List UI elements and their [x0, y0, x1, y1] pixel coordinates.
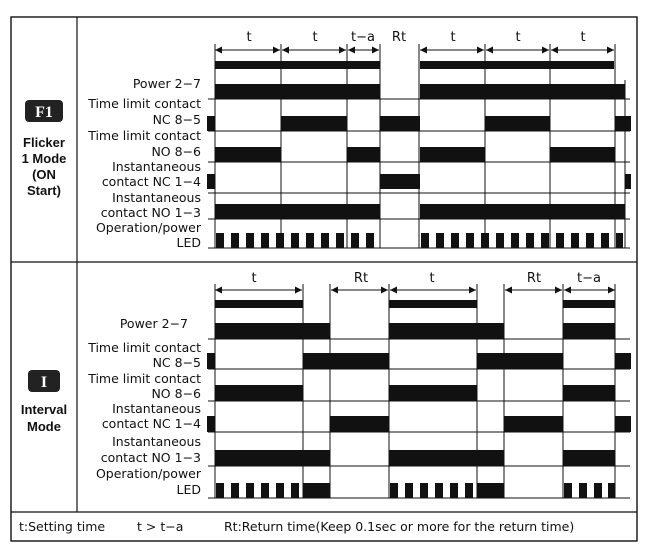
interval-label: t — [450, 30, 456, 45]
arrowhead — [420, 47, 427, 54]
nc14-signal — [330, 416, 389, 432]
led-pulse — [466, 233, 474, 248]
led-pulse — [276, 233, 284, 248]
nc85-signal — [207, 116, 215, 131]
led-pulse — [450, 483, 458, 498]
no13-signal — [563, 450, 615, 466]
signal-label: Power 2−7 — [119, 316, 188, 331]
arrowhead — [564, 287, 571, 294]
nc14-signal — [207, 174, 215, 189]
signal-label: Power 2−7 — [132, 76, 201, 91]
no13-signal — [215, 204, 380, 219]
arrowhead — [555, 287, 562, 294]
led-pulse — [231, 483, 239, 498]
nc85-signal — [485, 116, 550, 131]
signal-label: Time limit contact — [88, 96, 201, 111]
arrowhead — [477, 47, 484, 54]
nc85-signal — [281, 116, 347, 131]
interval-label: t — [312, 30, 318, 45]
led-pulse — [541, 233, 549, 248]
nc14-signal — [504, 416, 563, 432]
power-signal — [215, 323, 330, 339]
interval-label: t−a — [577, 271, 601, 286]
legend-return-time: Rt:Return time(Keep 0.1sec or more for the return time) — [224, 519, 575, 534]
arrowhead — [215, 47, 222, 54]
signal-label: Operation/power — [95, 466, 201, 481]
signal-label: Instantaneous — [112, 190, 201, 205]
led-pulse — [481, 233, 489, 248]
led-pulse — [231, 233, 239, 248]
led-pulse — [390, 483, 398, 498]
arrowhead — [390, 287, 397, 294]
led-pulse — [556, 233, 564, 248]
led-pulse — [511, 233, 519, 248]
led-pulse — [436, 233, 444, 248]
led-pulses — [216, 483, 615, 498]
badge-f1-text: F1 — [35, 104, 53, 121]
nc85-signal — [615, 353, 631, 369]
led-pulse — [336, 233, 344, 248]
led-pulse — [586, 233, 594, 248]
no13-signal — [389, 450, 504, 466]
signal-label: Time limit contact — [88, 340, 201, 355]
interval-label: Rt — [526, 271, 542, 286]
led-pulse — [579, 483, 587, 498]
mode-title-line: Start) — [27, 183, 61, 198]
signal-label: NO 8−6 — [151, 144, 201, 159]
signal-label: contact NC 1−4 — [101, 174, 201, 189]
nc85-signal — [303, 353, 389, 369]
led-pulse — [246, 233, 254, 248]
signal-label: contact NO 1−3 — [100, 450, 201, 465]
no86-signal — [420, 147, 485, 162]
led-pulse — [276, 483, 284, 498]
mode-title-line: 1 Mode — [21, 151, 67, 166]
mode-title-line: (ON — [32, 167, 56, 182]
led-pulse — [321, 233, 329, 248]
no13-signal — [420, 204, 625, 219]
arrowhead — [542, 47, 549, 54]
signal-label: Instantaneous — [112, 159, 201, 174]
no86-signal — [563, 385, 615, 401]
arrowhead — [607, 47, 614, 54]
mode-title-line: Interval — [20, 402, 68, 417]
arrowhead — [215, 287, 222, 294]
arrowhead — [331, 287, 338, 294]
badge-i-text: I — [40, 374, 48, 391]
arrowhead — [273, 47, 280, 54]
led-pulse — [526, 233, 534, 248]
led-pulse — [216, 233, 224, 248]
interval-label: t — [580, 30, 586, 45]
led-pulse — [291, 483, 299, 498]
led-pulse — [616, 233, 623, 248]
timing-bar — [420, 61, 614, 69]
signal-label: contact NO 1−3 — [100, 205, 201, 220]
signal-label: LED — [176, 235, 201, 250]
led-pulse — [291, 233, 299, 248]
signal-label: Instantaneous — [112, 401, 201, 416]
signal-label: NC 8−5 — [152, 112, 201, 127]
interval-label: t — [251, 271, 257, 286]
led-pulse — [601, 233, 609, 248]
arrowhead — [486, 47, 493, 54]
section-interval — [21, 271, 631, 498]
timing-bar — [215, 300, 303, 308]
nc85-signal — [477, 353, 563, 369]
mode-title-line: Mode — [27, 419, 61, 434]
led-pulse — [306, 233, 314, 248]
led-pulse — [496, 233, 504, 248]
led-pulse — [420, 483, 428, 498]
timing-bar — [215, 61, 380, 69]
arrowhead — [282, 47, 289, 54]
dimension-arrowheads — [215, 47, 615, 294]
arrowhead — [551, 47, 558, 54]
led-pulse — [261, 483, 269, 498]
led-pulse — [405, 483, 413, 498]
no86-signal — [550, 147, 615, 162]
no86-signal — [215, 147, 281, 162]
led-pulse — [564, 483, 572, 498]
interval-label: t — [246, 30, 252, 45]
arrowhead — [381, 287, 388, 294]
arrowhead — [372, 47, 379, 54]
led-pulse — [451, 233, 459, 248]
nc14-signal — [625, 174, 631, 189]
signal-label: contact NC 1−4 — [101, 416, 201, 431]
no86-signal — [347, 147, 380, 162]
led-pulse — [351, 233, 359, 248]
interval-label: Rt — [353, 271, 369, 286]
led-pulse — [608, 483, 615, 498]
legend-relation: t > t−a — [137, 519, 184, 534]
mode-title-line: Flicker — [23, 135, 65, 150]
footer-legend — [19, 519, 574, 534]
led-pulse — [421, 233, 429, 248]
interval-label: t — [429, 271, 435, 286]
led-pulse — [571, 233, 579, 248]
timing-bar — [563, 300, 615, 308]
signal-label: Time limit contact — [88, 128, 201, 143]
power-signal — [420, 84, 625, 99]
led-pulse — [261, 233, 269, 248]
section-flicker — [22, 30, 631, 250]
no13-signal — [215, 450, 330, 466]
signal-label: Instantaneous — [112, 434, 201, 449]
led-pulse — [216, 483, 224, 498]
power-signal — [563, 323, 615, 339]
led-pulse — [366, 233, 374, 248]
nc85-signal — [207, 353, 215, 369]
nc85-signal — [380, 116, 420, 131]
led-pulse — [303, 483, 330, 498]
signal-label: NC 8−5 — [152, 355, 201, 370]
arrowhead — [339, 47, 346, 54]
led-pulse — [246, 483, 254, 498]
interval-label: t — [515, 30, 521, 45]
timing-bar — [389, 300, 477, 308]
power-signal — [389, 323, 504, 339]
interval-label: Rt — [391, 30, 407, 45]
nc85-signal — [615, 116, 631, 131]
signal-label: Operation/power — [95, 220, 201, 235]
arrowhead — [469, 287, 476, 294]
nc14-signal — [615, 416, 631, 432]
arrowhead — [608, 287, 615, 294]
arrowhead — [505, 287, 512, 294]
signal-label: Time limit contact — [88, 371, 201, 386]
led-pulse — [465, 483, 473, 498]
led-pulse — [435, 483, 443, 498]
no86-signal — [389, 385, 477, 401]
legend-setting-time: t:Setting time — [19, 519, 106, 534]
signal-baselines — [208, 339, 630, 498]
arrowhead — [348, 47, 355, 54]
led-pulse — [477, 483, 504, 498]
arrowhead — [295, 287, 302, 294]
interval-label: t−a — [351, 30, 375, 45]
nc14-signal — [207, 416, 215, 432]
power-signal — [215, 84, 380, 99]
signal-label: LED — [176, 482, 201, 497]
nc14-signal — [380, 174, 420, 189]
no86-signal — [215, 385, 303, 401]
signal-label: NO 8−6 — [151, 386, 201, 401]
led-pulse — [594, 483, 602, 498]
